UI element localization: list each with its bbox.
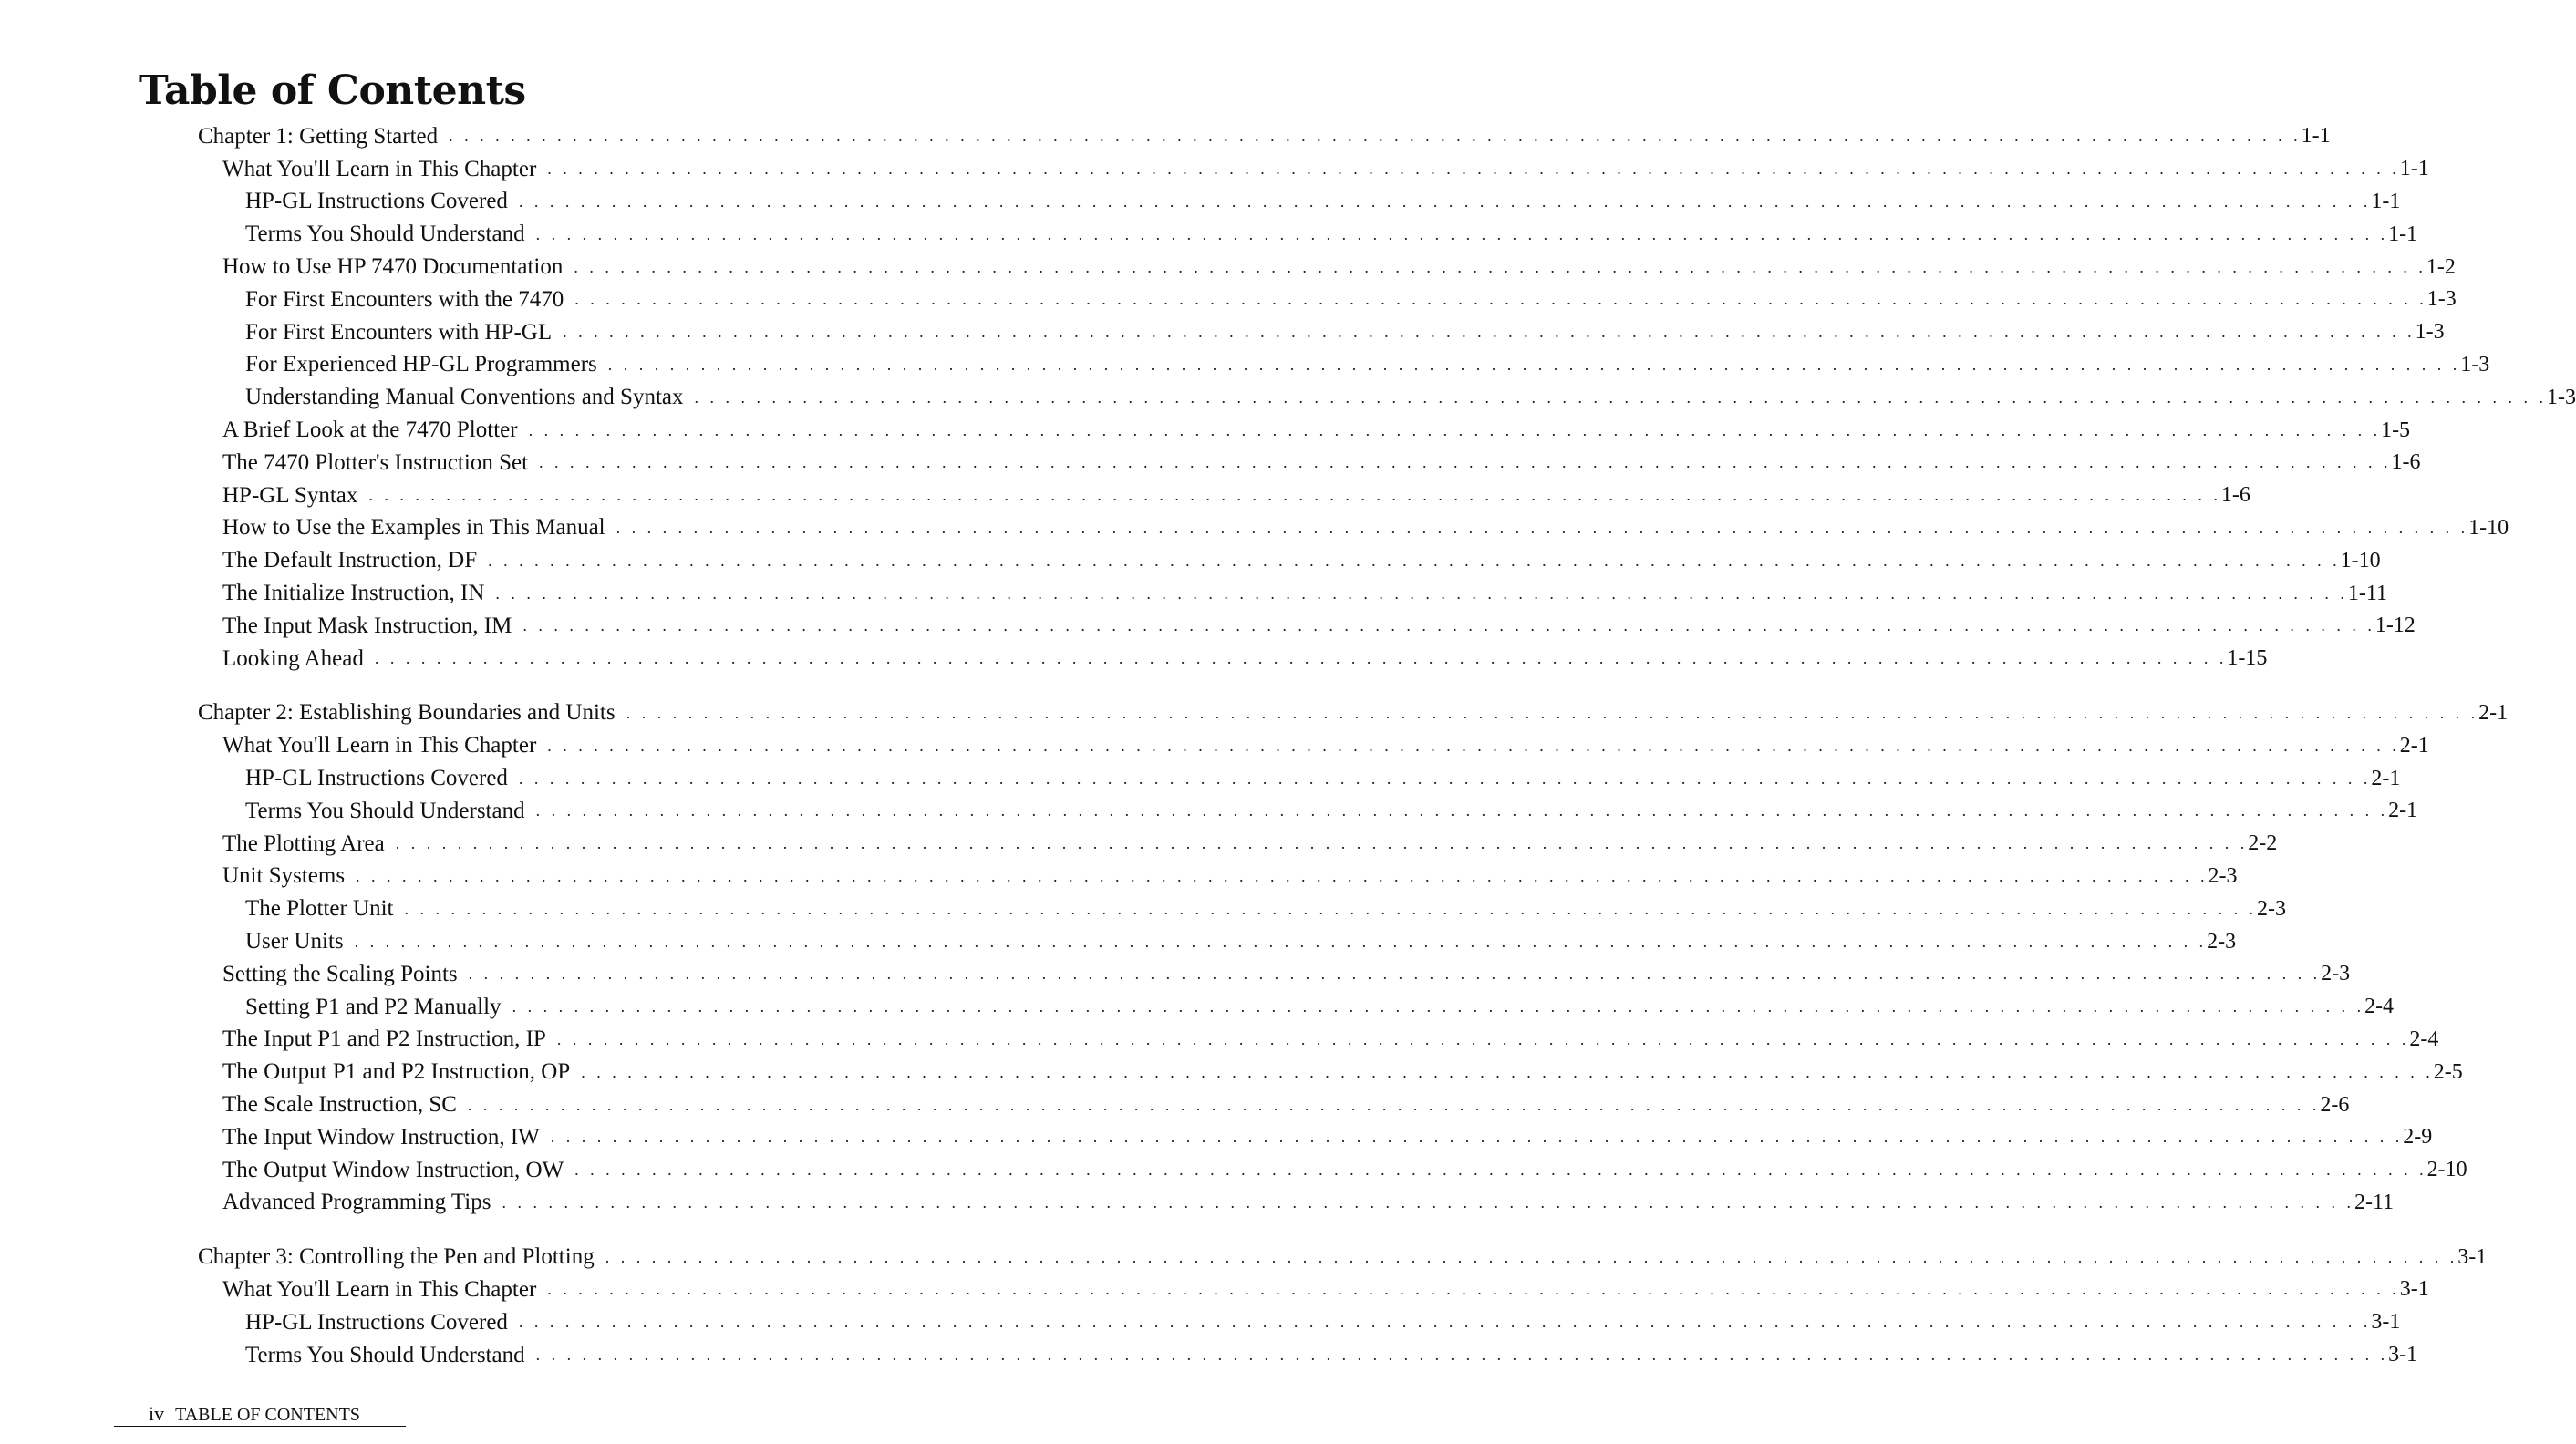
entry-title: The Initialize Instruction, IN — [222, 581, 485, 606]
entry-page-number: 1-6 — [2220, 483, 2250, 508]
toc-chapter-entry — [198, 120, 2331, 153]
toc-entry — [198, 1088, 2350, 1121]
entry-page-number: 1-12 — [2374, 614, 2416, 638]
chapter-section — [198, 120, 2576, 676]
entry-title: HP-GL Instructions Covered — [245, 766, 508, 791]
dot-leader: . . . . . . . . . . . . . . . . . . . . . . . . . . . . . . . . . . . . . . . . . . . . . . . . . . . . . . . . . . . . . . . . . . . . . . . . . . . . . . . . . . . . . . . . . . . . . . . . . . . . . . . . . . . . . . . . . . . . . . . . — [574, 257, 2426, 276]
entry-title: Looking Ahead — [222, 645, 364, 671]
entry-page-number: 3-1 — [2371, 1310, 2401, 1335]
toc-entry — [198, 1121, 2433, 1154]
entry-page-number: 2-3 — [2256, 896, 2286, 921]
entry-title: Understanding Manual Conventions and Syntax — [245, 385, 684, 410]
toc-entry — [198, 729, 2429, 762]
entry-title: Chapter 3: Controlling the Pen and Plotting — [198, 1244, 595, 1270]
entry-page-number: 2-4 — [2364, 995, 2395, 1019]
entry-title: HP-GL Syntax — [222, 482, 358, 508]
toc-entry — [198, 186, 2401, 219]
entry-title: User Units — [245, 929, 344, 954]
entry-title: For First Encounters with the 7470 — [245, 286, 564, 312]
entry-page-number: 1-15 — [2227, 646, 2268, 671]
entry-title: The Input Mask Instruction, IM — [222, 613, 512, 638]
table-of-contents — [198, 120, 2576, 1393]
entry-page-number: 2-1 — [2478, 700, 2509, 725]
entry-page-number: 3-1 — [2457, 1244, 2488, 1269]
entry-title: What You'll Learn in This Chapter — [222, 156, 537, 181]
toc-entry — [198, 643, 2268, 676]
toc-entry — [198, 153, 2429, 186]
toc-entry — [198, 1056, 2463, 1088]
dot-leader: . . . . . . . . . . . . . . . . . . . . . . . . . . . . . . . . . . . . . . . . . . . . . . . . . . . . . . . . . . . . . . . . . . . . . . . . . . . . . . . . . . . . . . . . . . . . . . . . . . . . . . . . . . . . . . . . . . . . . . . . — [535, 1346, 2389, 1365]
chapter-section — [198, 697, 2509, 1220]
dot-leader: . . . . . . . . . . . . . . . . . . . . . . . . . . . . . . . . . . . . . . . . . . . . . . . . . . . . . . . . . . . . . . . . . . . . . . . . . . . . . . . . . . . . . . . . . . . . . . . . . . . . . . . . . . . . . . . . . . . . . . . . — [495, 583, 2348, 603]
toc-entry — [198, 218, 2418, 251]
dot-leader: . . . . . . . . . . . . . . . . . . . . . . . . . . . . . . . . . . . . . . . . . . . . . . . . . . . . . . . . . . . . . . . . . . . . . . . . . . . . . . . . . . . . . . . . . . . . . . . . . . . . . . . . . . . . . . . . . . . . . . . . — [605, 1247, 2458, 1266]
dot-leader: . . . . . . . . . . . . . . . . . . . . . . . . . . . . . . . . . . . . . . . . . . . . . . . . . . . . . . . . . . . . . . . . . . . . . . . . . . . . . . . . . . . . . . . . . . . . . . . . . . . . . . . . . . . . . . . . . . . . . . . . — [574, 290, 2427, 309]
entry-page-number: 1-2 — [2426, 254, 2456, 279]
dot-leader: . . . . . . . . . . . . . . . . . . . . . . . . . . . . . . . . . . . . . . . . . . . . . . . . . . . . . . . . . . . . . . . . . . . . . . . . . . . . . . . . . . . . . . . . . . . . . . . . . . . . . . . . . . . . . . . . . . . . . . . . — [547, 160, 2400, 179]
entry-title: The Output P1 and P2 Instruction, OP — [222, 1059, 571, 1085]
entry-page-number: 2-11 — [2354, 1190, 2395, 1214]
toc-entry — [198, 861, 2238, 893]
dot-leader: . . . . . . . . . . . . . . . . . . . . . . . . . . . . . . . . . . . . . . . . . . . . . . . . . . . . . . . . . . . . . . . . . . . . . . . . . . . . . . . . . . . . . . . . . . . . . . . . . . . . . . . . . . . . . . . . . . . . . . . . — [518, 191, 2372, 211]
dot-leader: . . . . . . . . . . . . . . . . . . . . . . . . . . . . . . . . . . . . . . . . . . . . . . . . . . . . . . . . . . . . . . . . . . . . . . . . . . . . . . . . . . . . . . . . . . . . . . . . . . . . . . . . . . . . . . . . . . . . . . . . — [607, 355, 2461, 374]
entry-title: The Output Window Instruction, OW — [222, 1157, 564, 1182]
dot-leader: . . . . . . . . . . . . . . . . . . . . . . . . . . . . . . . . . . . . . . . . . . . . . . . . . . . . . . . . . . . . . . . . . . . . . . . . . . . . . . . . . . . . . . . . . . . . . . . . . . . . . . . . . . . . . . . . . . . . . . . . — [502, 1192, 2354, 1212]
entry-page-number: 1-6 — [2391, 450, 2421, 475]
entry-title: The Plotter Unit — [245, 896, 394, 922]
dot-leader: . . . . . . . . . . . . . . . . . . . . . . . . . . . . . . . . . . . . . . . . . . . . . . . . . . . . . . . . . . . . . . . . . . . . . . . . . . . . . . . . . . . . . . . . . . . . . . . . . . . . . . . . . . . . . . . . . . . . . . . . — [581, 1062, 2434, 1081]
entry-page-number: 1-1 — [2371, 189, 2401, 213]
entry-page-number: 1-3 — [2426, 287, 2457, 312]
toc-entry — [198, 381, 2576, 414]
toc-entry — [198, 512, 2509, 545]
entry-title: How to Use HP 7470 Documentation — [222, 254, 564, 280]
toc-entry — [198, 991, 2395, 1024]
entry-title: For Experienced HP-GL Programmers — [245, 352, 597, 377]
entry-page-number: 2-3 — [2321, 962, 2351, 986]
entry-title: Setting the Scaling Points — [222, 961, 458, 986]
entry-title: Setting P1 and P2 Manually — [245, 994, 502, 1019]
toc-entry — [198, 762, 2401, 795]
dot-leader: . . . . . . . . . . . . . . . . . . . . . . . . . . . . . . . . . . . . . . . . . . . . . . . . . . . . . . . . . . . . . . . . . . . . . . . . . . . . . . . . . . . . . . . . . . . . . . . . . . . . . . . . . . . . . . . . . . . . . . . . — [374, 649, 2228, 668]
entry-page-number: 2-9 — [2403, 1125, 2433, 1150]
dot-leader: . . . . . . . . . . . . . . . . . . . . . . . . . . . . . . . . . . . . . . . . . . . . . . . . . . . . . . . . . . . . . . . . . . . . . . . . . . . . . . . . . . . . . . . . . . . . . . . . . . . . . . . . . . . . . . . . . . . . . . . . — [563, 323, 2416, 342]
dot-leader: . . . . . . . . . . . . . . . . . . . . . . . . . . . . . . . . . . . . . . . . . . . . . . . . . . . . . . . . . . . . . . . . . . . . . . . . . . . . . . . . . . . . . . . . . . . . . . . . . . . . . . . . . . . . . . . . . . . . . . . . — [449, 127, 2302, 146]
entry-title: Chapter 1: Getting Started — [198, 123, 439, 149]
entry-page-number: 2-3 — [2207, 929, 2237, 954]
toc-entry — [198, 1339, 2418, 1372]
entry-page-number: 1-10 — [2340, 548, 2381, 572]
page-title: Table of Contents — [139, 67, 526, 114]
entry-page-number: 2-4 — [2409, 1026, 2439, 1051]
dot-leader: . . . . . . . . . . . . . . . . . . . . . . . . . . . . . . . . . . . . . . . . . . . . . . . . . . . . . . . . . . . . . . . . . . . . . . . . . . . . . . . . . . . . . . . . . . . . . . . . . . . . . . . . . . . . . . . . . . . . . . . . — [547, 736, 2400, 755]
entry-title: What You'll Learn in This Chapter — [222, 733, 537, 758]
entry-page-number: 1-3 — [2460, 352, 2490, 376]
toc-entry — [198, 1274, 2429, 1306]
toc-entry — [198, 316, 2445, 349]
footer-section-title: TABLE OF CONTENTS — [175, 1405, 360, 1425]
toc-entry — [198, 795, 2418, 828]
dot-leader: . . . . . . . . . . . . . . . . . . . . . . . . . . . . . . . . . . . . . . . . . . . . . . . . . . . . . . . . . . . . . . . . . . . . . . . . . . . . . . . . . . . . . . . . . . . . . . . . . . . . . . . . . . . . . . . . . . . . . . . . — [395, 834, 2249, 853]
dot-leader: . . . . . . . . . . . . . . . . . . . . . . . . . . . . . . . . . . . . . . . . . . . . . . . . . . . . . . . . . . . . . . . . . . . . . . . . . . . . . . . . . . . . . . . . . . . . . . . . . . . . . . . . . . . . . . . . . . . . . . . . — [574, 1160, 2427, 1180]
dot-leader: . . . . . . . . . . . . . . . . . . . . . . . . . . . . . . . . . . . . . . . . . . . . . . . . . . . . . . . . . . . . . . . . . . . . . . . . . . . . . . . . . . . . . . . . . . . . . . . . . . . . . . . . . . . . . . . . . . . . . . . . — [528, 420, 2382, 439]
dot-leader: . . . . . . . . . . . . . . . . . . . . . . . . . . . . . . . . . . . . . . . . . . . . . . . . . . . . . . . . . . . . . . . . . . . . . . . . . . . . . . . . . . . . . . . . . . . . . . . . . . . . . . . . . . . . . . . . . . . . . . . . — [468, 964, 2322, 984]
toc-entry — [198, 925, 2237, 958]
entry-page-number: 1-1 — [2388, 222, 2418, 246]
toc-chapter-entry — [198, 1241, 2488, 1274]
entry-title: A Brief Look at the 7470 Plotter — [222, 418, 518, 443]
entry-title: For First Encounters with HP-GL — [245, 319, 553, 345]
toc-entry — [198, 577, 2388, 610]
toc-entry — [198, 349, 2490, 382]
dot-leader: . . . . . . . . . . . . . . . . . . . . . . . . . . . . . . . . . . . . . . . . . . . . . . . . . . . . . . . . . . . . . . . . . . . . . . . . . . . . . . . . . . . . . . . . . . . . . . . . . . . . . . . . . . . . . . . . . . . . . . . . — [518, 768, 2372, 788]
dot-leader: . . . . . . . . . . . . . . . . . . . . . . . . . . . . . . . . . . . . . . . . . . . . . . . . . . . . . . . . . . . . . . . . . . . . . . . . . . . . . . . . . . . . . . . . . . . . . . . . . . . . . . . . . . . . . . . . . . . . . . . . — [616, 518, 2469, 537]
dot-leader: . . . . . . . . . . . . . . . . . . . . . . . . . . . . . . . . . . . . . . . . . . . . . . . . . . . . . . . . . . . . . . . . . . . . . . . . . . . . . . . . . . . . . . . . . . . . . . . . . . . . . . . . . . . . . . . . . . . . . . . . — [356, 866, 2209, 885]
entry-page-number: 1-3 — [2415, 320, 2445, 345]
entry-page-number: 2-1 — [2399, 733, 2429, 758]
toc-entry — [198, 480, 2250, 512]
dot-leader: . . . . . . . . . . . . . . . . . . . . . . . . . . . . . . . . . . . . . . . . . . . . . . . . . . . . . . . . . . . . . . . . . . . . . . . . . . . . . . . . . . . . . . . . . . . . . . . . . . . . . . . . . . . . . . . . . . . . . . . . — [518, 1313, 2372, 1332]
entry-page-number: 1-11 — [2347, 581, 2388, 605]
entry-page-number: 1-1 — [2399, 157, 2429, 181]
toc-entry — [198, 284, 2457, 316]
dot-leader: . . . . . . . . . . . . . . . . . . . . . . . . . . . . . . . . . . . . . . . . . . . . . . . . . . . . . . . . . . . . . . . . . . . . . . . . . . . . . . . . . . . . . . . . . . . . . . . . . . . . . . . . . . . . . . . . . . . . . . . . — [535, 224, 2389, 243]
dot-leader: . . . . . . . . . . . . . . . . . . . . . . . . . . . . . . . . . . . . . . . . . . . . . . . . . . . . . . . . . . . . . . . . . . . . . . . . . . . . . . . . . . . . . . . . . . . . . . . . . . . . . . . . . . . . . . . . . . . . . . . . — [626, 703, 2479, 722]
entry-page-number: 2-3 — [2208, 863, 2238, 888]
entry-page-number: 1-3 — [2547, 385, 2576, 409]
toc-chapter-entry — [198, 697, 2509, 730]
entry-title: Unit Systems — [222, 863, 346, 889]
toc-entry — [198, 610, 2416, 643]
entry-title: The Input P1 and P2 Instruction, IP — [222, 1026, 546, 1052]
entry-title: Terms You Should Understand — [245, 222, 525, 247]
toc-entry — [198, 414, 2411, 447]
dot-leader: . . . . . . . . . . . . . . . . . . . . . . . . . . . . . . . . . . . . . . . . . . . . . . . . . . . . . . . . . . . . . . . . . . . . . . . . . . . . . . . . . . . . . . . . . . . . . . . . . . . . . . . . . . . . . . . . . . . . . . . . — [556, 1029, 2410, 1048]
dot-leader: . . . . . . . . . . . . . . . . . . . . . . . . . . . . . . . . . . . . . . . . . . . . . . . . . . . . . . . . . . . . . . . . . . . . . . . . . . . . . . . . . . . . . . . . . . . . . . . . . . . . . . . . . . . . . . . . . . . . . . . . — [404, 899, 2257, 918]
dot-leader: . . . . . . . . . . . . . . . . . . . . . . . . . . . . . . . . . . . . . . . . . . . . . . . . . . . . . . . . . . . . . . . . . . . . . . . . . . . . . . . . . . . . . . . . . . . . . . . . . . . . . . . . . . . . . . . . . . . . . . . . — [522, 616, 2375, 635]
entry-title: The Input Window Instruction, IW — [222, 1124, 540, 1150]
entry-title: The Plotting Area — [222, 830, 385, 856]
toc-entry — [198, 1154, 2467, 1187]
dot-leader: . . . . . . . . . . . . . . . . . . . . . . . . . . . . . . . . . . . . . . . . . . . . . . . . . . . . . . . . . . . . . . . . . . . . . . . . . . . . . . . . . . . . . . . . . . . . . . . . . . . . . . . . . . . . . . . . . . . . . . . . — [368, 486, 2221, 505]
entry-page-number: 2-6 — [2320, 1092, 2350, 1117]
entry-title: Terms You Should Understand — [245, 1342, 525, 1367]
entry-title: What You'll Learn in This Chapter — [222, 1276, 537, 1302]
dot-leader: . . . . . . . . . . . . . . . . . . . . . . . . . . . . . . . . . . . . . . . . . . . . . . . . . . . . . . . . . . . . . . . . . . . . . . . . . . . . . . . . . . . . . . . . . . . . . . . . . . . . . . . . . . . . . . . . . . . . . . . . — [467, 1095, 2321, 1114]
toc-entry — [198, 958, 2351, 991]
toc-entry — [198, 828, 2278, 861]
footer-page-number: iv — [149, 1402, 165, 1425]
dot-leader: . . . . . . . . . . . . . . . . . . . . . . . . . . . . . . . . . . . . . . . . . . . . . . . . . . . . . . . . . . . . . . . . . . . . . . . . . . . . . . . . . . . . . . . . . . . . . . . . . . . . . . . . . . . . . . . . . . . . . . . . — [535, 801, 2389, 820]
chapter-section — [198, 1241, 2488, 1371]
entry-title: How to Use the Examples in This Manual — [222, 515, 605, 541]
entry-title: The Scale Instruction, SC — [222, 1092, 457, 1117]
entry-title: Advanced Programming Tips — [222, 1190, 491, 1215]
entry-page-number: 2-2 — [2248, 831, 2278, 856]
entry-page-number: 3-1 — [2399, 1277, 2429, 1302]
toc-entry — [198, 447, 2421, 480]
entry-title: Chapter 2: Establishing Boundaries and Units — [198, 700, 616, 726]
dot-leader: . . . . . . . . . . . . . . . . . . . . . . . . . . . . . . . . . . . . . . . . . . . . . . . . . . . . . . . . . . . . . . . . . . . . . . . . . . . . . . . . . . . . . . . . . . . . . . . . . . . . . . . . . . . . . . . . . . . . . . . . — [488, 551, 2341, 570]
entry-page-number: 2-5 — [2433, 1059, 2463, 1084]
toc-entry — [198, 1187, 2395, 1220]
dot-leader: . . . . . . . . . . . . . . . . . . . . . . . . . . . . . . . . . . . . . . . . . . . . . . . . . . . . . . . . . . . . . . . . . . . . . . . . . . . . . . . . . . . . . . . . . . . . . . . . . . . . . . . . . . . . . . . . . . . . . . . . — [694, 387, 2547, 407]
entry-page-number: 1-1 — [2301, 124, 2331, 149]
entry-page-number: 1-5 — [2381, 418, 2411, 442]
dot-leader: . . . . . . . . . . . . . . . . . . . . . . . . . . . . . . . . . . . . . . . . . . . . . . . . . . . . . . . . . . . . . . . . . . . . . . . . . . . . . . . . . . . . . . . . . . . . . . . . . . . . . . . . . . . . . . . . . . . . . . . . — [512, 997, 2365, 1016]
page-footer — [114, 1402, 406, 1427]
entry-page-number: 2-1 — [2371, 766, 2401, 790]
toc-entry — [198, 1306, 2401, 1339]
toc-entry — [198, 1024, 2439, 1057]
entry-page-number: 2-10 — [2426, 1158, 2467, 1182]
entry-page-number: 1-10 — [2468, 515, 2509, 540]
toc-entry — [198, 544, 2381, 577]
dot-leader: . . . . . . . . . . . . . . . . . . . . . . . . . . . . . . . . . . . . . . . . . . . . . . . . . . . . . . . . . . . . . . . . . . . . . . . . . . . . . . . . . . . . . . . . . . . . . . . . . . . . . . . . . . . . . . . . . . . . . . . . — [354, 932, 2208, 951]
entry-title: HP-GL Instructions Covered — [245, 189, 508, 214]
entry-page-number: 3-1 — [2388, 1343, 2418, 1367]
entry-title: The Default Instruction, DF — [222, 548, 478, 573]
dot-leader: . . . . . . . . . . . . . . . . . . . . . . . . . . . . . . . . . . . . . . . . . . . . . . . . . . . . . . . . . . . . . . . . . . . . . . . . . . . . . . . . . . . . . . . . . . . . . . . . . . . . . . . . . . . . . . . . . . . . . . . . — [539, 453, 2392, 472]
dot-leader: . . . . . . . . . . . . . . . . . . . . . . . . . . . . . . . . . . . . . . . . . . . . . . . . . . . . . . . . . . . . . . . . . . . . . . . . . . . . . . . . . . . . . . . . . . . . . . . . . . . . . . . . . . . . . . . . . . . . . . . . — [547, 1280, 2400, 1299]
entry-title: The 7470 Plotter's Instruction Set — [222, 449, 529, 475]
entry-title: HP-GL Instructions Covered — [245, 1309, 508, 1335]
entry-page-number: 2-1 — [2388, 799, 2418, 823]
toc-entry — [198, 892, 2286, 925]
entry-title: Terms You Should Understand — [245, 798, 525, 823]
dot-leader: . . . . . . . . . . . . . . . . . . . . . . . . . . . . . . . . . . . . . . . . . . . . . . . . . . . . . . . . . . . . . . . . . . . . . . . . . . . . . . . . . . . . . . . . . . . . . . . . . . . . . . . . . . . . . . . . . . . . . . . . — [550, 1128, 2404, 1147]
toc-entry — [198, 251, 2456, 284]
